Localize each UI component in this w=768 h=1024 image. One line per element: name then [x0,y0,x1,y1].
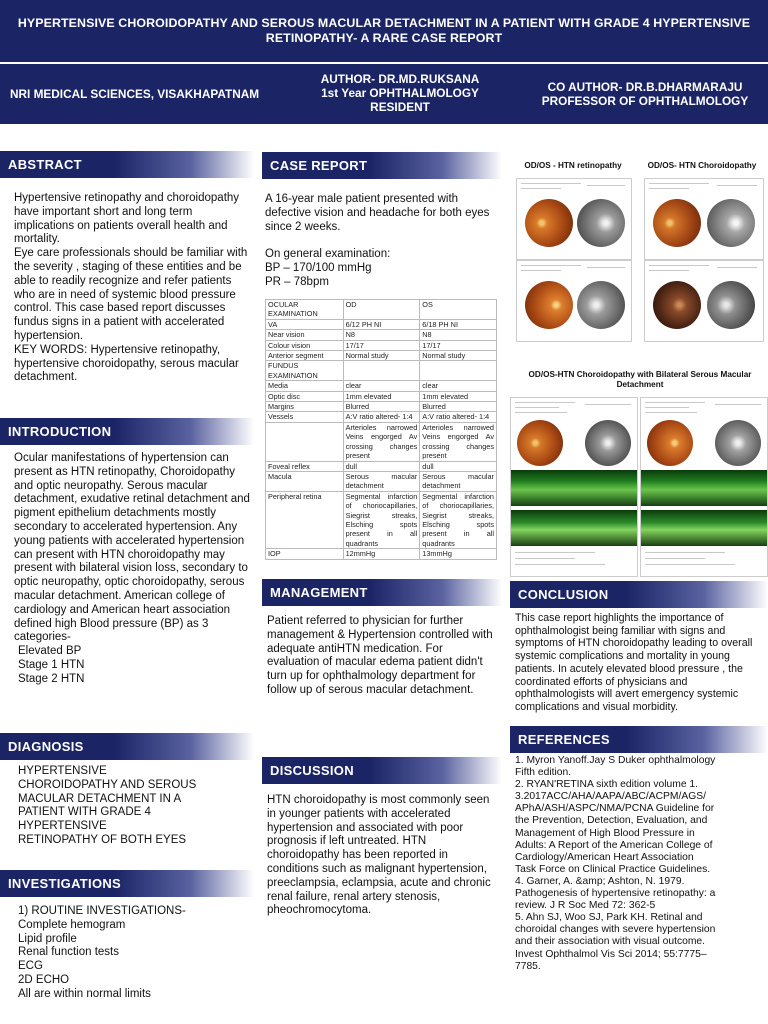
introduction-heading: INTRODUCTION [0,418,254,445]
table-cell: Serous macular detachment [420,471,497,491]
table-row [266,361,497,381]
table-cell [266,422,344,461]
investigations-heading: INVESTIGATIONS [0,870,254,897]
author-role: RESIDENT [370,100,430,114]
introduction-text [14,452,250,687]
table-cell: 12mmHg [343,549,420,559]
table-row [266,391,497,401]
figure-retinopathy-title: OD/OS - HTN retinopathy [524,161,622,170]
table-cell: N8 [420,330,497,340]
table-cell: VA [266,319,344,329]
table-cell: Anterior segment [266,351,344,361]
table-cell: Arterioles narrowed Veins engorged Av crossing changes present [343,422,420,461]
oct-scan-image [511,470,637,506]
abstract-p3: KEY WORDS: Hypertensive retinopathy, hypertensive choroidopathy, serous macular detachment. [14,343,239,384]
introduction-item: Elevated BP [18,645,82,658]
table-cell: OCULAR EXAMINATION [266,300,344,320]
management-heading: MANAGEMENT [262,579,502,606]
table-cell: Peripheral retina [266,491,344,548]
table-cell: Optic disc [266,391,344,401]
fundus-photo-os-redfree [707,199,755,247]
table-cell: Media [266,381,344,391]
diagnosis-line: HYPERTENSIVE [18,765,107,777]
oct-scan-image [511,510,637,546]
author-block [300,72,500,114]
table-row [266,461,497,471]
table-row [266,340,497,350]
investigation-line: ECG [18,960,43,973]
table-cell: Normal study [420,351,497,361]
table-row [266,351,497,361]
investigation-line: 2D ECHO [18,973,70,986]
fundus-report-card [516,178,632,260]
table-cell: clear [343,381,420,391]
oct-report-card-os [640,397,768,577]
ocular-examination-table [265,299,497,560]
table-cell: Serous macular detachment [343,471,420,491]
table-cell: 6/12 PH NI [343,319,420,329]
table-cell: Normal study [343,351,420,361]
diagnosis-line: HYPERTENSIVE [18,820,107,833]
table-cell: 1mm elevated [420,391,497,401]
investigation-line: All are within normal limits [18,987,151,1000]
diagnosis-line: CHOROIDOPATHY AND SEROUS [18,778,197,791]
introduction-item: Stage 1 HTN [18,658,85,671]
table-cell: Blurred [420,402,497,412]
table-cell: Segmental infarction of choriocapillaries, Siegrist streaks, Elsching spots present in all quadrants [420,491,497,548]
author-year: 1st Year OPHTHALMOLOGY [321,86,479,100]
fundus-photo-od [653,199,701,247]
case-report-pr: PR – 78bpm [265,275,329,288]
fundus-photo-os [653,281,701,329]
table-cell: Foveal reflex [266,461,344,471]
table-cell: Vessels [266,412,344,422]
table-cell: Near vision [266,330,344,340]
reference-item: 1. Myron Yanoff.Jay S Duker ophthalmology Fifth edition. [515,755,716,779]
coauthor-role: PROFESSOR OF OPHTHALMOLOGY [541,94,749,108]
fundus-photo-od [525,199,573,247]
table-row [266,412,497,422]
fundus-photo-od-redfree [707,281,755,329]
fundus-report-card [644,178,764,260]
figure-choroidopathy-title: OD/OS- HTN Choroidopathy [647,161,757,170]
references-heading: REFERENCES [510,726,768,753]
oct-report-card-od [510,397,638,577]
fundus-report-card [644,260,764,342]
table-cell: FUNDUS EXAMINATION [266,361,344,381]
table-row [266,422,497,461]
poster-title: HYPERTENSIVE CHOROIDOPATHY AND SEROUS MACULAR DETACHMENT IN A PATIENT WITH GRADE 4 HYPERTENSIVE RETINOPATHY- A RARE CASE REPORT [0,0,768,62]
introduction-item: Stage 2 HTN [18,672,85,685]
introduction-p1: Ocular manifestations of hypertension can present as HTN retinopathy, Choroidopathy and optic neuropathy. Serous macular detachment, exudative retinal detachment and pigment epithelium detachments mostly secondary to accelerated hypertension. Any young patients with accelerated hypertension can present with HTN choroidopathy may present with bilateral vision loss, secondary to optic neuropathy, optic choroidopathy, serous macular detachment. American college of cardiology and American heart association defined high Blood pressure (BP) as 3 categories- [14,452,250,644]
reference-item: 2. RYAN'RETINA sixth edition volume 1. 3.2017ACC/AHA/AAPA/ABC/ACPM/AGS/ APhA/ASH/ASPC/NMA/PCNA Guideline for the Prevention, Detection, Evaluation, and Management of High Blood Pressure in Adults: A Report of the American College of Cardiology/American Heart Association Task Force on Clinical Practice Guidelines. [515,779,715,875]
table-cell [420,361,497,381]
diagnosis-heading: DIAGNOSIS [0,733,254,760]
table-cell: dull [343,461,420,471]
table-cell: Blurred [343,402,420,412]
oct-scan-image [641,510,767,546]
table-row [266,330,497,340]
fundus-photo-od-redfree [577,281,625,329]
table-row [266,402,497,412]
fundus-photo-od [517,420,563,466]
table-cell: 6/18 PH NI [420,319,497,329]
table-cell: IOP [266,549,344,559]
references-list [515,755,717,973]
table-row [266,491,497,548]
table-cell: clear [420,381,497,391]
table-cell: OD [343,300,420,320]
table-cell: 17/17 [420,340,497,350]
author-band [0,64,768,124]
institution: NRI MEDICAL SCIENCES, VISAKHAPATNAM [10,87,260,101]
oct-scan-image [641,470,767,506]
case-report-heading: CASE REPORT [262,152,502,179]
case-report-p2: On general examination: [265,248,391,261]
fundus-photo-os-redfree [577,199,625,247]
table-cell: Arterioles narrowed Veins engorged Av crossing changes present [420,422,497,461]
table-cell: dull [420,461,497,471]
diagnosis-line: RETINOPATHY OF BOTH EYES [18,833,187,846]
abstract-heading: ABSTRACT [0,151,254,178]
table-row [266,471,497,491]
reference-item: 5. Ahn SJ, Woo SJ, Park KH. Retinal and choroidal changes with severe hypertension and their association with visual outcome. Invest Ophthalmol Vis Sci 2014; 55:7775–7785. [515,912,716,972]
table-cell: OS [420,300,497,320]
abstract-p1: Hypertensive retinopathy and choroidopathy have important short and long term implications on patients overall health and mortality. [14,192,240,246]
table-cell: 13mmHg [420,549,497,559]
investigations-text [18,905,248,1002]
table-cell: Margins [266,402,344,412]
table-row [266,319,497,329]
investigation-line: Complete hemogram [18,918,126,931]
coauthor-name: CO AUTHOR- DR.B.DHARMARAJU [547,80,743,94]
case-report-text [265,193,495,290]
discussion-text: HTN choroidopathy is most commonly seen in younger patients with accelerated hypertension and associated with poor prognosis if left untreated. HTN choroidopathy has been reported in conditions such as malignant hypertension, preeclampsia, eclampsia, acute and chronic renal failure, renal artery stenosis, pheochromocytoma. [267,794,491,917]
fundus-photo-os-redfree [715,420,761,466]
table-cell [343,361,420,381]
investigation-line: Lipid profile [18,932,77,945]
investigation-line: 1) ROUTINE INVESTIGATIONS- [18,905,186,917]
author-name: AUTHOR- DR.MD.RUKSANA [320,72,480,86]
table-row [266,381,497,391]
discussion-heading: DISCUSSION [262,757,502,784]
table-cell: N8 [343,330,420,340]
table-row [266,549,497,559]
abstract-text [14,192,250,385]
figure-serous-title: OD/OS-HTN Choroidopathy with Bilateral Serous Macular Detachment [528,370,752,389]
conclusion-text: This case report highlights the importance of ophthalmologist being familiar with signs and symptoms of HTN choroidopathy leading to overall systemic complications and mortality in young patients. In acutely elevated blood pressure , the coordinated efforts of physicians and ophthalmologists will avert emergency systemic complications and visual morbidity. [515,612,753,713]
fundus-report-card [516,260,632,342]
table-cell: A:V ratio altered- 1:4 [420,412,497,422]
case-report-p1: A 16-year male patient presented with defective vision and headache for both eyes since 2 weeks. [265,193,490,233]
table-row [266,300,497,320]
reference-item: 4. Garner, A. &amp; Ashton, N. 1979. Pathogenesis of hypertensive retinopathy: a review. J R Soc Med 72: 362-5 [515,875,716,912]
management-text: Patient referred to physician for further management & Hypertension controlled with adequate antiHTN medication. For evaluation of macular edema patient didn't turn up for ophthalmology department for follow up of serous macular detachment. [267,615,493,696]
fundus-photo-os [647,420,693,466]
table-cell: 1mm elevated [343,391,420,401]
coauthor-block [530,80,760,108]
conclusion-heading: CONCLUSION [510,581,768,608]
abstract-p2: Eye care professionals should be familiar with the severity , staging of these entities and be able to readily recognize and refer patients who are in need of systemic blood pressure control. This case based report discusses fundus signs in a patient with accelerated hypertension. [14,247,248,342]
fundus-photo-os [525,281,573,329]
case-report-bp: BP – 170/100 mmHg [265,262,372,275]
diagnosis-line: MACULAR DETACHMENT IN A [18,792,182,805]
table-cell: Colour vision [266,340,344,350]
table-cell: A:V ratio altered- 1:4 [343,412,420,422]
fundus-photo-od-redfree [585,420,631,466]
diagnosis-line: PATIENT WITH GRADE 4 [18,806,151,819]
investigation-line: Renal function tests [18,946,120,959]
table-cell: Segmental infarction of choriocapillaries, Siegrist streaks, Elsching spots present in all quadrants [343,491,420,548]
table-cell: 17/17 [343,340,420,350]
table-cell: Macula [266,471,344,491]
diagnosis-text [18,765,248,848]
